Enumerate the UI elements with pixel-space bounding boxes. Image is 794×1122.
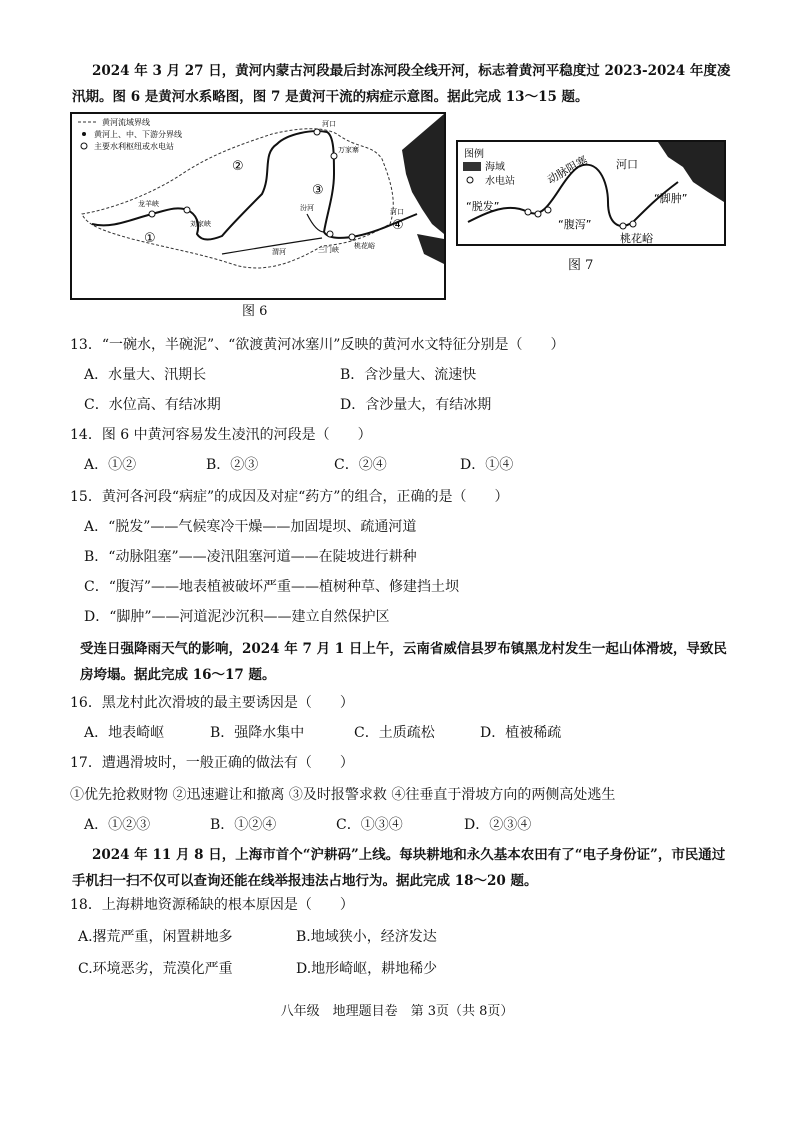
figure-6-yellow-river-map [70,112,446,300]
question-14-option-b[interactable]: B．②③ [206,457,259,473]
question-13-option-a[interactable]: A．水量大、汛期长 [84,367,207,383]
sea-region [402,114,444,234]
label-section-2: ② [232,159,244,174]
question-18-stem: 18．上海耕地资源稀缺的根本原因是（ ） [70,897,354,913]
question-16-option-d[interactable]: D．植被稀疏 [480,725,562,741]
question-15-option-a[interactable]: A．“脱发”——气候寒冷干燥——加固堤坝、疏通河道 [84,519,417,535]
page-footer: 八年级 地理题目卷 第 3页（共 8页） [280,1004,514,1019]
yellow-river-map-svg [72,114,444,298]
station-1 [525,209,531,215]
station-4 [620,223,626,229]
question-13-option-d[interactable]: D．含沙量大，有结冰期 [340,397,492,413]
legend-divider-label: 黄河上、中、下游分界线 [94,130,182,139]
question-15-option-c[interactable]: C．“腹泻”——地表植被破坏严重——植树种草、修建挡土坝 [84,579,460,595]
label-section-3: ③ [312,183,324,198]
station-2 [535,211,541,217]
question-16-option-c[interactable]: C．土质疏松 [354,725,435,741]
label-sanmenxia: 三门峡 [318,246,339,254]
legend-sea-label: 海域 [485,162,505,173]
question-16-option-a[interactable]: A．地表崎岖 [84,725,165,741]
label-dongmai: 动脉阻塞 [545,153,590,187]
figure-6-caption: 图 6 [242,304,268,319]
legend-station-icon [81,143,87,149]
question-18-option-a[interactable]: A.撂荒严重，闲置耕地多 [78,929,233,945]
question-18-option-d[interactable]: D.地形崎岖，耕地稀少 [296,961,438,977]
figure-7-river-symptoms [456,140,726,246]
fenhe-river [307,214,324,232]
question-17-option-a[interactable]: A．①②③ [84,817,151,833]
label-hekou-lower: 河口 [390,208,404,216]
label-wanjiazhai: 万家寨 [338,146,359,154]
question-17-option-c[interactable]: C．①③④ [336,817,403,833]
label-hekou: 河口 [616,158,638,171]
station-sanmenxia [327,231,333,237]
station-3 [545,207,551,213]
station-taohuayu [349,234,355,240]
question-16-option-b[interactable]: B．强降水集中 [210,725,305,741]
label-tuofa: “脱发” [466,200,500,213]
sea-region-south [417,234,444,264]
label-taohuayu: 桃花峪 [620,232,653,244]
question-14-stem: 14．图 6 中黄河容易发生凌汛的河段是（ ） [70,427,372,443]
question-13-option-b[interactable]: B．含沙量大、流速快 [340,367,477,383]
legend-station-label: 水电站 [485,176,515,187]
question-15-option-b[interactable]: B．“动脉阻塞”——凌汛阻塞河道——在陡坡进行耕种 [84,549,417,565]
legend-station-icon [467,177,473,183]
question-14-option-c[interactable]: C．②④ [334,457,387,473]
question-14-option-d[interactable]: D．①④ [460,457,514,473]
question-18-option-b[interactable]: B.地域狭小，经济发达 [296,929,437,945]
station-wanjiazhai [331,153,337,159]
legend-title: 图例 [464,149,484,160]
label-taohuayu: 桃花峪 [354,242,375,250]
intro-paragraph-2: 受连日强降雨天气的影响，2024 年 7 月 1 日上午，云南省威信县罗布镇黑龙村发生一起山体滑坡，导致民房垮塌。据此完成 16～17 题。 [80,641,727,683]
legend-sea-swatch [463,162,481,171]
label-fuxie: “腹泻” [558,218,592,231]
station-longyangxia [149,211,155,217]
legend-divider-dot [82,132,86,136]
label-section-4: ④ [392,218,404,233]
label-section-1: ① [144,231,156,246]
question-17-items: ①优先抢救财物 ②迅速避让和撤离 ③及时报警求救 ④往垂直于滑坡方向的两侧高处逃生 [70,787,616,803]
intro-paragraph-3: 2024 年 11 月 8 日，上海市首个“沪耕码”上线。每块耕地和永久基本农田有了“电子身份证”，市民通过手机扫一扫不仅可以查询还能在线举报违法占地行为。据此完成 18～20 题。 [72,847,726,889]
label-liujiaxia: 刘家峡 [190,220,211,228]
figure-7-caption: 图 7 [568,258,594,273]
legend-station-label: 主要水利枢纽或水电站 [94,142,174,151]
legend-boundary-label: 黄河流域界线 [102,118,150,127]
question-18-option-c[interactable]: C.环境恶劣，荒漠化严重 [78,961,233,977]
label-longyangxia: 龙羊峡 [138,200,159,208]
label-fenhe: 汾河 [300,204,314,212]
question-17-option-d[interactable]: D．②③④ [464,817,532,833]
label-weihe: 渭河 [272,248,286,256]
station-liujiaxia [184,207,190,213]
question-13-option-c[interactable]: C．水位高、有结冰期 [84,397,221,413]
question-13-stem: 13．“一碗水，半碗泥”、“欲渡黄河冰塞川”反映的黄河水文特征分别是（ ） [70,337,565,353]
river-symptoms-svg [458,142,724,244]
station-hekou [314,129,320,135]
question-14-option-a[interactable]: A．①② [84,457,137,473]
question-16-stem: 16．黑龙村此次滑坡的最主要诱因是（ ） [70,695,354,711]
label-jiaozhong: “脚肿” [654,192,688,205]
station-5 [630,221,636,227]
question-17-option-b[interactable]: B．①②④ [210,817,277,833]
label-hekou: 河口 [322,120,336,128]
question-15-option-d[interactable]: D．“脚肿”——河道泥沙沉积——建立自然保护区 [84,609,390,625]
intro-paragraph-1: 2024 年 3 月 27 日，黄河内蒙古河段最后封冻河段全线开河，标志着黄河平稳度过 2023-2024 年度凌汛期。图 6 是黄河水系略图，图 7 是黄河干流的病症示意图。据此完成 13～15 题。 [72,63,731,105]
question-17-stem: 17．遭遇滑坡时，一般正确的做法有（ ） [70,755,354,771]
question-15-stem: 15．黄河各河段“病症”的成因及对症“药方”的组合，正确的是（ ） [70,489,509,505]
